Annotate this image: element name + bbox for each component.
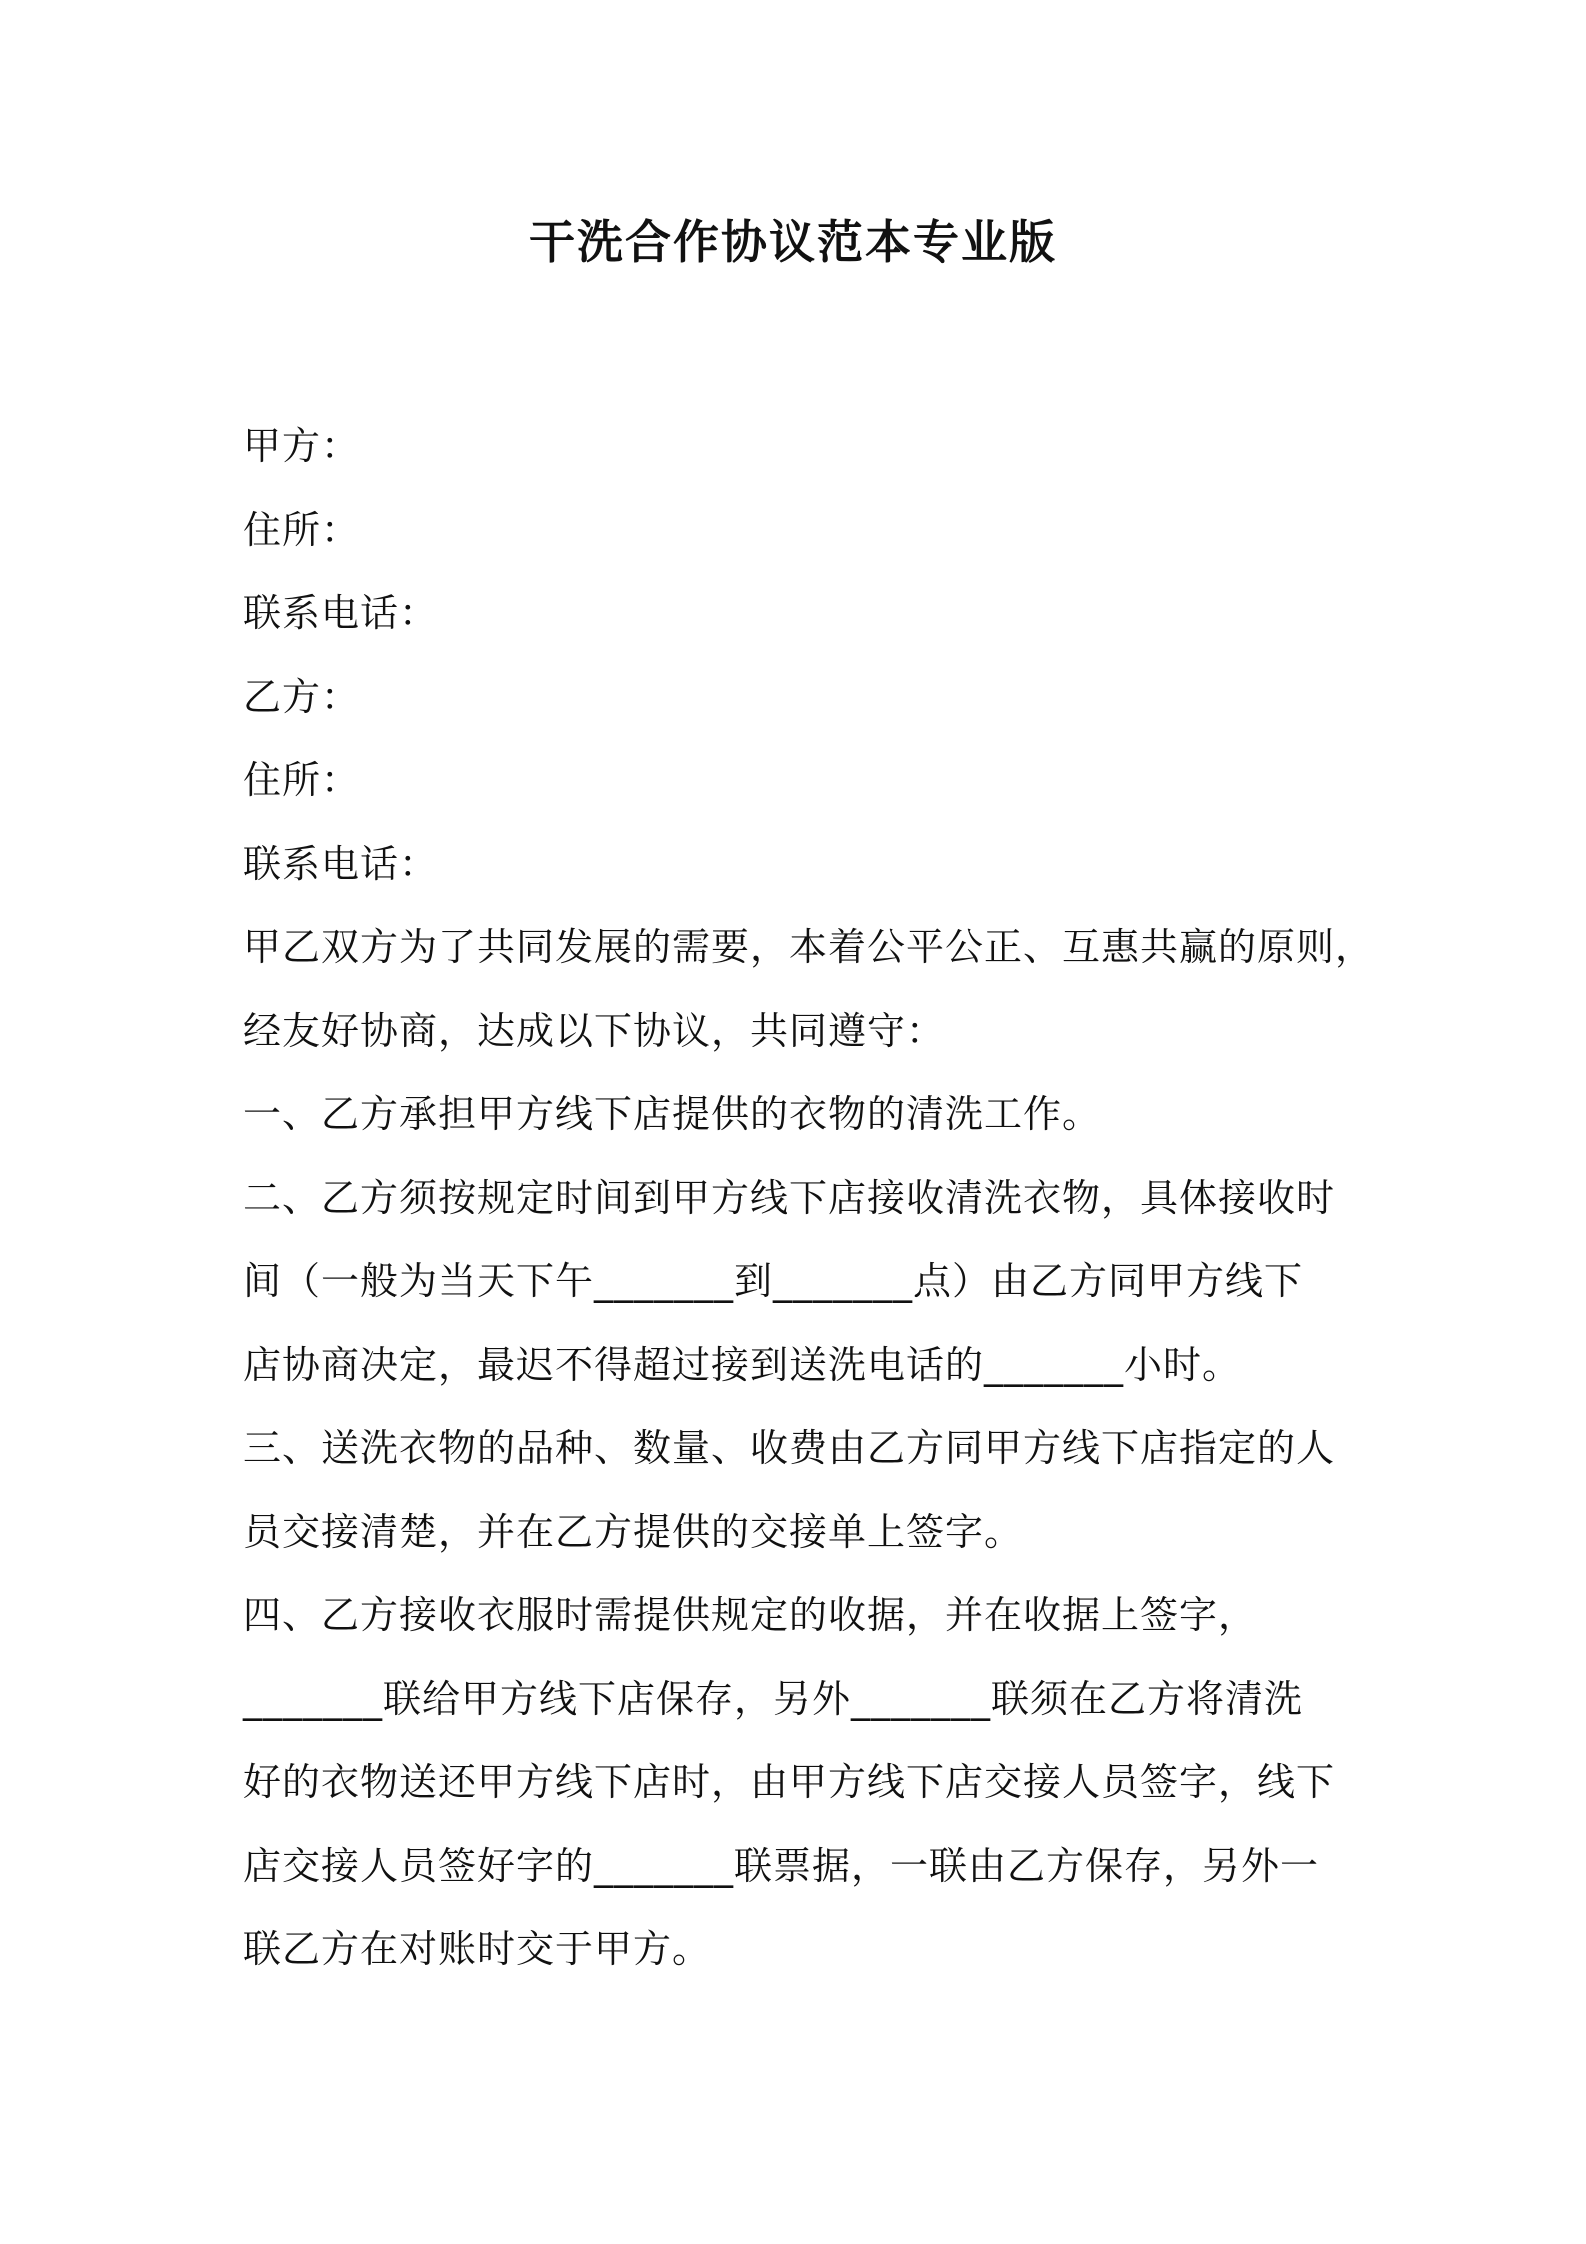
clause-4-line: 店交接人员签好字的_______联票据，一联由乙方保存，另外一 bbox=[243, 1843, 1320, 1888]
clause-3-line: 三、送洗衣物的品种、数量、收费由乙方同甲方线下店指定的人 bbox=[243, 1426, 1336, 1470]
clause-2-line: 二、乙方须按规定时间到甲方线下店接收清洗衣物，具体接收时 bbox=[243, 1175, 1336, 1220]
preamble-line: 经友好协商，达成以下协议，共同遵守： bbox=[243, 1008, 946, 1053]
clause-2-line: 间（一般为当天下午_______到_______点）由乙方同甲方线下 bbox=[243, 1259, 1304, 1303]
document-body bbox=[243, 405, 1375, 1992]
document-title: 干洗合作协议范本专业版 bbox=[529, 215, 1057, 269]
party-a-label: 甲方： bbox=[243, 424, 361, 468]
clause-4-line: 好的衣物送还甲方线下店时，由甲方线下店交接人员签字，线下 bbox=[243, 1760, 1336, 1804]
clause-4-line: 四、乙方接收衣服时需提供规定的收据，并在收据上签字， bbox=[243, 1593, 1258, 1637]
clause-2-line: 店协商决定，最迟不得超过接到送洗电话的_______小时。 bbox=[243, 1342, 1242, 1387]
clause-3-line: 员交接清楚，并在乙方提供的交接单上签字。 bbox=[243, 1509, 1024, 1554]
party-a-phone-label: 联系电话： bbox=[243, 591, 439, 635]
clause-1-line: 一、乙方承担甲方线下店提供的衣物的清洗工作。 bbox=[243, 1092, 1102, 1136]
party-a-address-label: 住所： bbox=[243, 507, 361, 552]
party-b-address-label: 住所： bbox=[243, 758, 361, 802]
clause-4-line: _______联给甲方线下店保存，另外_______联须在乙方将清洗 bbox=[243, 1676, 1304, 1721]
clause-4-line: 联乙方在对账时交于甲方。 bbox=[243, 1927, 712, 1971]
preamble-line: 甲乙双方为了共同发展的需要，本着公平公正、互惠共赢的原则， bbox=[243, 925, 1375, 969]
party-b-phone-label: 联系电话： bbox=[243, 841, 439, 886]
party-b-label: 乙方： bbox=[243, 674, 361, 719]
